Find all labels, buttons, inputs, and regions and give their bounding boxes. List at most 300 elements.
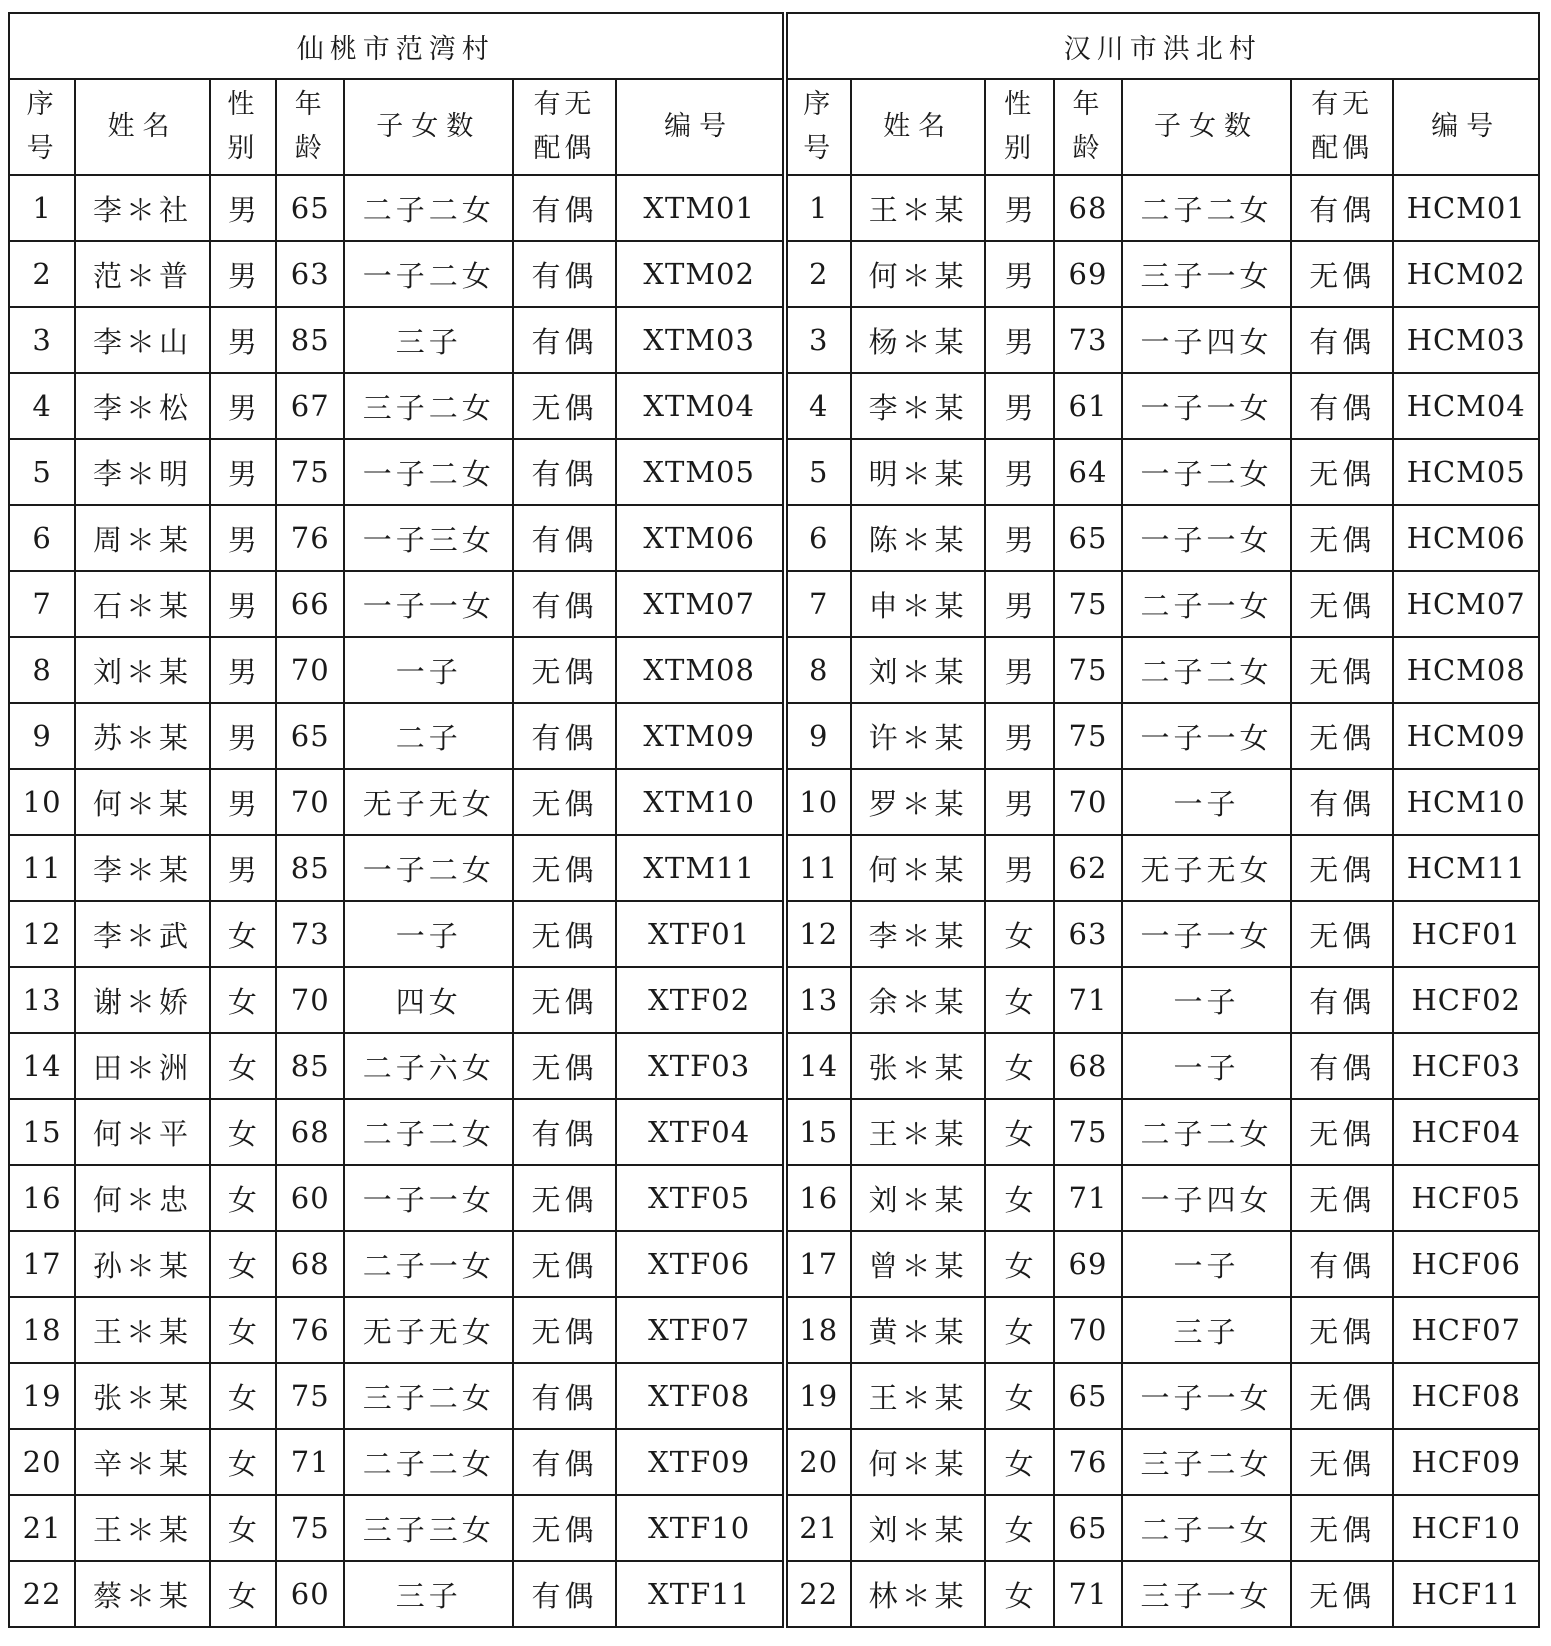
cell-name: 李＊某 [851, 373, 986, 439]
table-row [9, 373, 1539, 439]
cell-code: HCF10 [1393, 1495, 1539, 1561]
cell-age: 73 [276, 901, 344, 967]
cell-name: 谢＊娇 [75, 967, 210, 1033]
cell-children: 一子二女 [1122, 439, 1291, 505]
cell-children: 三子二女 [344, 1363, 513, 1429]
cell-gender: 女 [210, 1495, 276, 1561]
cell-gender: 男 [210, 571, 276, 637]
cell-children: 一子一女 [344, 1165, 513, 1231]
cell-name: 石＊某 [75, 571, 210, 637]
cell-gender: 男 [985, 571, 1053, 637]
table-row [9, 1165, 1539, 1231]
cell-spouse: 无偶 [1291, 1363, 1394, 1429]
table-row [9, 1297, 1539, 1363]
cell-seq: 5 [9, 439, 75, 505]
cell-children: 一子一女 [1122, 505, 1291, 571]
cell-spouse: 无偶 [513, 637, 616, 703]
cell-gender: 女 [210, 1099, 276, 1165]
cell-name: 何＊平 [75, 1099, 210, 1165]
cell-spouse: 无偶 [1291, 241, 1394, 307]
cell-age: 68 [276, 1231, 344, 1297]
cell-gender: 男 [985, 439, 1053, 505]
table-row [9, 1561, 1539, 1627]
cell-seq: 5 [785, 439, 851, 505]
cell-code: HCF06 [1393, 1231, 1539, 1297]
cell-gender: 女 [210, 1231, 276, 1297]
cell-seq: 21 [785, 1495, 851, 1561]
cell-seq: 17 [9, 1231, 75, 1297]
cell-name: 王＊某 [851, 1099, 986, 1165]
cell-code: XTF11 [616, 1561, 785, 1627]
cell-code: XTF04 [616, 1099, 785, 1165]
cell-spouse: 有偶 [513, 1429, 616, 1495]
cell-name: 李＊某 [75, 835, 210, 901]
cell-seq: 4 [9, 373, 75, 439]
column-header-row [9, 79, 1539, 175]
cell-age: 75 [276, 439, 344, 505]
cell-children: 二子二女 [344, 175, 513, 241]
cell-code: XTM05 [616, 439, 785, 505]
cell-age: 69 [1054, 241, 1122, 307]
cell-seq: 16 [785, 1165, 851, 1231]
cell-name: 刘＊某 [851, 637, 986, 703]
cell-code: XTM03 [616, 307, 785, 373]
cell-children: 二子二女 [1122, 637, 1291, 703]
cell-age: 62 [1054, 835, 1122, 901]
cell-gender: 女 [985, 1495, 1053, 1561]
cell-spouse: 无偶 [1291, 1165, 1394, 1231]
cell-spouse: 无偶 [513, 835, 616, 901]
cell-gender: 女 [210, 1429, 276, 1495]
cell-spouse: 无偶 [513, 373, 616, 439]
cell-gender: 男 [210, 373, 276, 439]
cell-code: HCM11 [1393, 835, 1539, 901]
col-header-name: 姓名 [75, 79, 210, 175]
table-row [9, 703, 1539, 769]
cell-code: HCF05 [1393, 1165, 1539, 1231]
cell-name: 王＊某 [75, 1297, 210, 1363]
cell-spouse: 有偶 [513, 1099, 616, 1165]
cell-seq: 11 [785, 835, 851, 901]
table-body [9, 175, 1539, 1627]
cell-age: 68 [1054, 1033, 1122, 1099]
cell-children: 一子三女 [344, 505, 513, 571]
cell-seq: 18 [785, 1297, 851, 1363]
cell-name: 周＊某 [75, 505, 210, 571]
cell-seq: 13 [9, 967, 75, 1033]
col-header-spouse: 有无 配偶 [513, 79, 616, 175]
cell-name: 苏＊某 [75, 703, 210, 769]
cell-gender: 女 [210, 1033, 276, 1099]
cell-children: 二子一女 [344, 1231, 513, 1297]
cell-spouse: 无偶 [1291, 1561, 1394, 1627]
cell-children: 无子无女 [1122, 835, 1291, 901]
cell-seq: 15 [9, 1099, 75, 1165]
cell-spouse: 无偶 [513, 1033, 616, 1099]
cell-seq: 19 [9, 1363, 75, 1429]
col-header-children: 子女数 [344, 79, 513, 175]
cell-spouse: 有偶 [1291, 1231, 1394, 1297]
cell-spouse: 无偶 [1291, 637, 1394, 703]
table-row [9, 835, 1539, 901]
cell-age: 70 [1054, 769, 1122, 835]
cell-spouse: 有偶 [513, 571, 616, 637]
cell-code: XTF02 [616, 967, 785, 1033]
cell-seq: 11 [9, 835, 75, 901]
cell-children: 一子一女 [1122, 373, 1291, 439]
cell-name: 罗＊某 [851, 769, 986, 835]
table-row [9, 571, 1539, 637]
cell-seq: 1 [9, 175, 75, 241]
cell-age: 65 [276, 175, 344, 241]
cell-name: 刘＊某 [851, 1495, 986, 1561]
cell-name: 范＊普 [75, 241, 210, 307]
cell-spouse: 有偶 [513, 703, 616, 769]
cell-age: 67 [276, 373, 344, 439]
cell-name: 辛＊某 [75, 1429, 210, 1495]
table-row [9, 175, 1539, 241]
cell-seq: 2 [785, 241, 851, 307]
cell-name: 林＊某 [851, 1561, 986, 1627]
cell-seq: 8 [9, 637, 75, 703]
cell-code: XTF10 [616, 1495, 785, 1561]
cell-name: 何＊某 [851, 1429, 986, 1495]
cell-code: HCM06 [1393, 505, 1539, 571]
cell-spouse: 有偶 [513, 241, 616, 307]
cell-name: 李＊松 [75, 373, 210, 439]
cell-spouse: 无偶 [1291, 901, 1394, 967]
table-row [9, 637, 1539, 703]
cell-children: 一子一女 [1122, 703, 1291, 769]
cell-age: 85 [276, 835, 344, 901]
cell-children: 一子 [344, 901, 513, 967]
table-row [9, 1099, 1539, 1165]
cell-gender: 男 [210, 505, 276, 571]
cell-children: 二子一女 [1122, 571, 1291, 637]
cell-code: HCF08 [1393, 1363, 1539, 1429]
table-row [9, 1363, 1539, 1429]
cell-children: 二子 [344, 703, 513, 769]
cell-children: 一子一女 [1122, 1363, 1291, 1429]
cell-code: HCF11 [1393, 1561, 1539, 1627]
cell-spouse: 有偶 [513, 175, 616, 241]
cell-name: 陈＊某 [851, 505, 986, 571]
cell-code: XTM11 [616, 835, 785, 901]
cell-seq: 10 [9, 769, 75, 835]
cell-children: 无子无女 [344, 1297, 513, 1363]
cell-seq: 14 [9, 1033, 75, 1099]
cell-children: 一子 [1122, 1231, 1291, 1297]
table-row [9, 307, 1539, 373]
cell-code: HCM03 [1393, 307, 1539, 373]
cell-seq: 9 [9, 703, 75, 769]
cell-children: 四女 [344, 967, 513, 1033]
cell-code: HCM07 [1393, 571, 1539, 637]
cell-gender: 女 [210, 1297, 276, 1363]
cell-spouse: 无偶 [1291, 439, 1394, 505]
group-title-xiantao: 仙桃市范湾村 [9, 13, 785, 79]
col-header-gender: 性 别 [985, 79, 1053, 175]
cell-gender: 男 [210, 769, 276, 835]
cell-gender: 男 [210, 703, 276, 769]
col-header-seq: 序 号 [785, 79, 851, 175]
cell-gender: 男 [210, 241, 276, 307]
cell-spouse: 无偶 [513, 1165, 616, 1231]
cell-age: 76 [1054, 1429, 1122, 1495]
cell-name: 王＊某 [851, 1363, 986, 1429]
table-row [9, 1231, 1539, 1297]
cell-code: XTF06 [616, 1231, 785, 1297]
cell-name: 何＊某 [851, 835, 986, 901]
cell-code: HCM09 [1393, 703, 1539, 769]
cell-name: 明＊某 [851, 439, 986, 505]
cell-seq: 13 [785, 967, 851, 1033]
cell-code: XTF07 [616, 1297, 785, 1363]
cell-seq: 22 [785, 1561, 851, 1627]
cell-children: 三子二女 [1122, 1429, 1291, 1495]
cell-age: 75 [1054, 571, 1122, 637]
cell-code: HCM05 [1393, 439, 1539, 505]
cell-gender: 男 [985, 307, 1053, 373]
cell-spouse: 有偶 [1291, 967, 1394, 1033]
cell-children: 一子二女 [344, 439, 513, 505]
cell-spouse: 无偶 [513, 1297, 616, 1363]
table-row [9, 439, 1539, 505]
cell-gender: 男 [210, 835, 276, 901]
cell-code: XTM04 [616, 373, 785, 439]
cell-age: 76 [276, 1297, 344, 1363]
cell-code: HCM01 [1393, 175, 1539, 241]
cell-age: 69 [1054, 1231, 1122, 1297]
col-header-children: 子女数 [1122, 79, 1291, 175]
cell-code: XTF09 [616, 1429, 785, 1495]
cell-seq: 16 [9, 1165, 75, 1231]
cell-children: 三子 [1122, 1297, 1291, 1363]
cell-age: 73 [1054, 307, 1122, 373]
cell-gender: 女 [985, 1099, 1053, 1165]
cell-name: 何＊某 [851, 241, 986, 307]
cell-spouse: 有偶 [513, 439, 616, 505]
cell-spouse: 无偶 [513, 769, 616, 835]
cell-children: 一子 [1122, 769, 1291, 835]
cell-gender: 女 [210, 1363, 276, 1429]
cell-children: 二子二女 [1122, 175, 1291, 241]
cell-name: 张＊某 [75, 1363, 210, 1429]
cell-gender: 男 [985, 637, 1053, 703]
cell-code: XTM09 [616, 703, 785, 769]
cell-age: 65 [1054, 1363, 1122, 1429]
cell-children: 一子 [1122, 1033, 1291, 1099]
cell-seq: 3 [9, 307, 75, 373]
cell-spouse: 有偶 [1291, 769, 1394, 835]
table-row [9, 505, 1539, 571]
cell-code: HCM10 [1393, 769, 1539, 835]
cell-gender: 女 [210, 1561, 276, 1627]
cell-age: 71 [1054, 1165, 1122, 1231]
cell-seq: 21 [9, 1495, 75, 1561]
cell-gender: 女 [985, 1165, 1053, 1231]
cell-seq: 3 [785, 307, 851, 373]
cell-age: 75 [1054, 1099, 1122, 1165]
table-row [9, 1033, 1539, 1099]
cell-gender: 男 [210, 637, 276, 703]
cell-spouse: 无偶 [513, 1495, 616, 1561]
cell-seq: 14 [785, 1033, 851, 1099]
cell-age: 75 [276, 1363, 344, 1429]
cell-seq: 12 [785, 901, 851, 967]
cell-gender: 女 [985, 1297, 1053, 1363]
col-header-code: 编号 [616, 79, 785, 175]
cell-seq: 19 [785, 1363, 851, 1429]
table-row [9, 901, 1539, 967]
cell-age: 70 [276, 637, 344, 703]
cell-spouse: 有偶 [1291, 175, 1394, 241]
cell-code: XTF05 [616, 1165, 785, 1231]
cell-code: XTF03 [616, 1033, 785, 1099]
cell-seq: 9 [785, 703, 851, 769]
cell-code: XTM02 [616, 241, 785, 307]
cell-children: 三子 [344, 307, 513, 373]
cell-code: XTM07 [616, 571, 785, 637]
cell-code: XTF08 [616, 1363, 785, 1429]
cell-gender: 男 [210, 307, 276, 373]
cell-gender: 女 [985, 967, 1053, 1033]
table-row [9, 1495, 1539, 1561]
cell-name: 李＊明 [75, 439, 210, 505]
cell-name: 孙＊某 [75, 1231, 210, 1297]
cell-seq: 8 [785, 637, 851, 703]
cell-name: 何＊忠 [75, 1165, 210, 1231]
cell-gender: 女 [985, 901, 1053, 967]
cell-age: 63 [276, 241, 344, 307]
cell-name: 黄＊某 [851, 1297, 986, 1363]
cell-name: 蔡＊某 [75, 1561, 210, 1627]
table-wrapper [8, 12, 1540, 1628]
cell-age: 70 [1054, 1297, 1122, 1363]
cell-gender: 女 [985, 1363, 1053, 1429]
cell-children: 二子二女 [1122, 1099, 1291, 1165]
cell-children: 无子无女 [344, 769, 513, 835]
cell-seq: 2 [9, 241, 75, 307]
cell-code: XTM10 [616, 769, 785, 835]
cell-code: HCM08 [1393, 637, 1539, 703]
cell-children: 二子二女 [344, 1099, 513, 1165]
cell-name: 田＊洲 [75, 1033, 210, 1099]
cell-age: 65 [1054, 1495, 1122, 1561]
cell-spouse: 有偶 [1291, 373, 1394, 439]
cell-name: 张＊某 [851, 1033, 986, 1099]
cell-spouse: 有偶 [513, 1561, 616, 1627]
cell-children: 一子四女 [1122, 1165, 1291, 1231]
cell-code: HCF09 [1393, 1429, 1539, 1495]
cell-name: 刘＊某 [851, 1165, 986, 1231]
cell-seq: 6 [9, 505, 75, 571]
cell-children: 一子 [1122, 967, 1291, 1033]
cell-age: 70 [276, 967, 344, 1033]
cell-spouse: 无偶 [1291, 1429, 1394, 1495]
cell-seq: 7 [9, 571, 75, 637]
cell-age: 64 [1054, 439, 1122, 505]
cell-gender: 女 [985, 1429, 1053, 1495]
cell-spouse: 无偶 [1291, 571, 1394, 637]
col-header-name: 姓名 [851, 79, 986, 175]
cell-name: 王＊某 [75, 1495, 210, 1561]
cell-children: 一子二女 [344, 835, 513, 901]
group-header-row [9, 13, 1539, 79]
cell-spouse: 无偶 [1291, 1297, 1394, 1363]
cell-code: HCF04 [1393, 1099, 1539, 1165]
cell-age: 65 [276, 703, 344, 769]
cell-children: 二子一女 [1122, 1495, 1291, 1561]
cell-seq: 15 [785, 1099, 851, 1165]
table-row [9, 769, 1539, 835]
cell-children: 二子二女 [344, 1429, 513, 1495]
cell-age: 75 [276, 1495, 344, 1561]
cell-name: 李＊武 [75, 901, 210, 967]
cell-name: 曾＊某 [851, 1231, 986, 1297]
cell-code: HCF01 [1393, 901, 1539, 967]
cell-gender: 男 [210, 175, 276, 241]
cell-age: 70 [276, 769, 344, 835]
cell-children: 三子二女 [344, 373, 513, 439]
cell-name: 杨＊某 [851, 307, 986, 373]
col-header-gender: 性 别 [210, 79, 276, 175]
col-header-age: 年 龄 [1054, 79, 1122, 175]
cell-gender: 女 [985, 1231, 1053, 1297]
cell-gender: 男 [210, 439, 276, 505]
cell-age: 75 [1054, 637, 1122, 703]
cell-code: HCF07 [1393, 1297, 1539, 1363]
cell-code: XTM01 [616, 175, 785, 241]
cell-code: HCM02 [1393, 241, 1539, 307]
col-header-seq: 序 号 [9, 79, 75, 175]
cell-children: 三子三女 [344, 1495, 513, 1561]
cell-seq: 7 [785, 571, 851, 637]
cell-age: 68 [1054, 175, 1122, 241]
cell-seq: 6 [785, 505, 851, 571]
cell-children: 三子一女 [1122, 1561, 1291, 1627]
cell-gender: 女 [210, 1165, 276, 1231]
cell-gender: 男 [985, 373, 1053, 439]
cell-age: 61 [1054, 373, 1122, 439]
cell-code: HCM04 [1393, 373, 1539, 439]
cell-age: 85 [276, 1033, 344, 1099]
cell-age: 85 [276, 307, 344, 373]
cell-children: 一子 [344, 637, 513, 703]
cell-gender: 男 [985, 769, 1053, 835]
cell-seq: 4 [785, 373, 851, 439]
cell-name: 李＊社 [75, 175, 210, 241]
cell-name: 许＊某 [851, 703, 986, 769]
table-row [9, 967, 1539, 1033]
cell-children: 三子一女 [1122, 241, 1291, 307]
cell-children: 一子二女 [344, 241, 513, 307]
cell-age: 71 [1054, 1561, 1122, 1627]
cell-gender: 男 [985, 505, 1053, 571]
cell-code: XTM06 [616, 505, 785, 571]
cell-code: XTM08 [616, 637, 785, 703]
table-row [9, 241, 1539, 307]
cell-age: 60 [276, 1165, 344, 1231]
cell-spouse: 有偶 [513, 307, 616, 373]
cell-children: 一子一女 [1122, 901, 1291, 967]
cell-code: HCF03 [1393, 1033, 1539, 1099]
cell-name: 刘＊某 [75, 637, 210, 703]
cell-spouse: 无偶 [513, 967, 616, 1033]
table-row [9, 1429, 1539, 1495]
cell-gender: 男 [985, 835, 1053, 901]
cell-children: 一子一女 [344, 571, 513, 637]
